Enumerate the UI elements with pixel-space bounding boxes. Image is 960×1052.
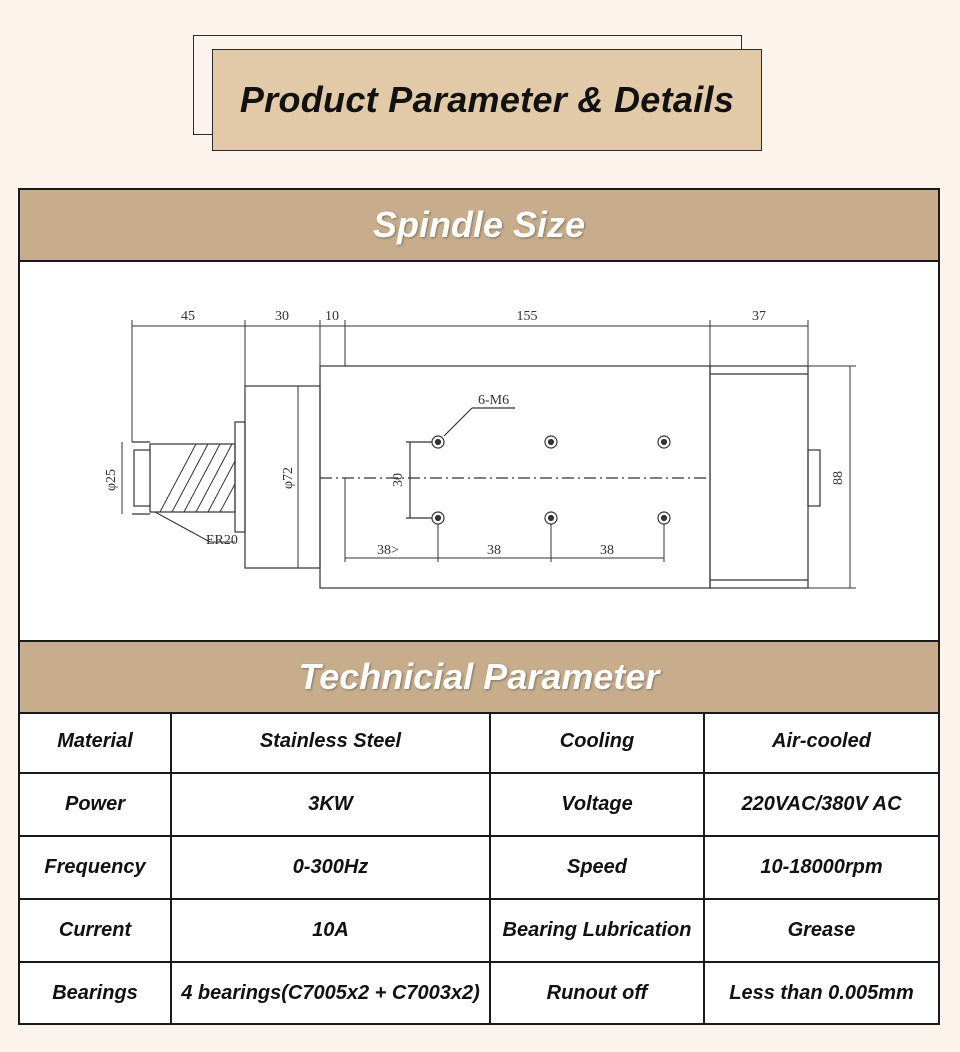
param-value: 4 bearings(C7005x2 + C7003x2) xyxy=(171,962,490,1023)
param-label: Cooling xyxy=(490,712,704,773)
param-value: 10-18000rpm xyxy=(704,836,938,899)
title-box xyxy=(212,49,762,151)
spindle-size-band xyxy=(20,190,938,262)
dim-label-155: 155 xyxy=(516,309,538,324)
parameter-table xyxy=(20,712,938,1023)
mounting-holes xyxy=(406,408,670,524)
table-row xyxy=(20,773,938,836)
dim-label-30-vertical: 30 xyxy=(391,473,406,487)
dim-label-phi25: φ25 xyxy=(104,468,119,492)
spindle-drawing xyxy=(20,262,938,638)
technical-parameter-band xyxy=(20,640,938,714)
dim-label-30: 30 xyxy=(275,309,289,324)
spindle-size-title: Spindle Size xyxy=(372,204,586,245)
technical-parameter-title: Technicial Parameter xyxy=(298,656,660,697)
param-value: 3KW xyxy=(171,773,490,836)
title-banner xyxy=(193,35,763,153)
table-row xyxy=(20,836,938,899)
spindle-dimension-diagram xyxy=(20,262,938,638)
dim-label-45: 45 xyxy=(181,309,195,324)
spindle-body xyxy=(132,366,820,588)
param-value: Air-cooled xyxy=(704,712,938,773)
param-label: Power xyxy=(20,773,171,836)
table-row xyxy=(20,962,938,1023)
param-label: Material xyxy=(20,712,171,773)
param-value: Grease xyxy=(704,899,938,962)
param-label: Voltage xyxy=(490,773,704,836)
param-value: Stainless Steel xyxy=(171,712,490,773)
param-value: 10A xyxy=(171,899,490,962)
dim-label-10: 10 xyxy=(325,309,339,324)
param-label: Current xyxy=(20,899,171,962)
details-panel xyxy=(18,188,940,1025)
dim-label-37: 37 xyxy=(752,309,766,324)
spacing-label-first: 38> xyxy=(377,543,399,558)
hole-spec-label: 6-M6 xyxy=(478,393,510,408)
param-value: 0-300Hz xyxy=(171,836,490,899)
param-label: Frequency xyxy=(20,836,171,899)
dim-label-88: 88 xyxy=(831,471,846,485)
param-value: 220VAC/380V AC xyxy=(704,773,938,836)
dimension-labels xyxy=(104,309,846,558)
table-row xyxy=(20,899,938,962)
page-title: Product Parameter & Details xyxy=(239,79,735,120)
param-label: Speed xyxy=(490,836,704,899)
dim-label-phi72: φ72 xyxy=(281,466,296,490)
param-value: Less than 0.005mm xyxy=(704,962,938,1023)
param-label: Bearing Lubrication xyxy=(490,899,704,962)
spacing-label-second: 38 xyxy=(487,543,501,558)
param-label: Bearings xyxy=(20,962,171,1023)
spacing-label-third: 38 xyxy=(600,543,614,558)
table-row xyxy=(20,712,938,773)
collet-label: ER20 xyxy=(206,533,238,548)
param-label: Runout off xyxy=(490,962,704,1023)
